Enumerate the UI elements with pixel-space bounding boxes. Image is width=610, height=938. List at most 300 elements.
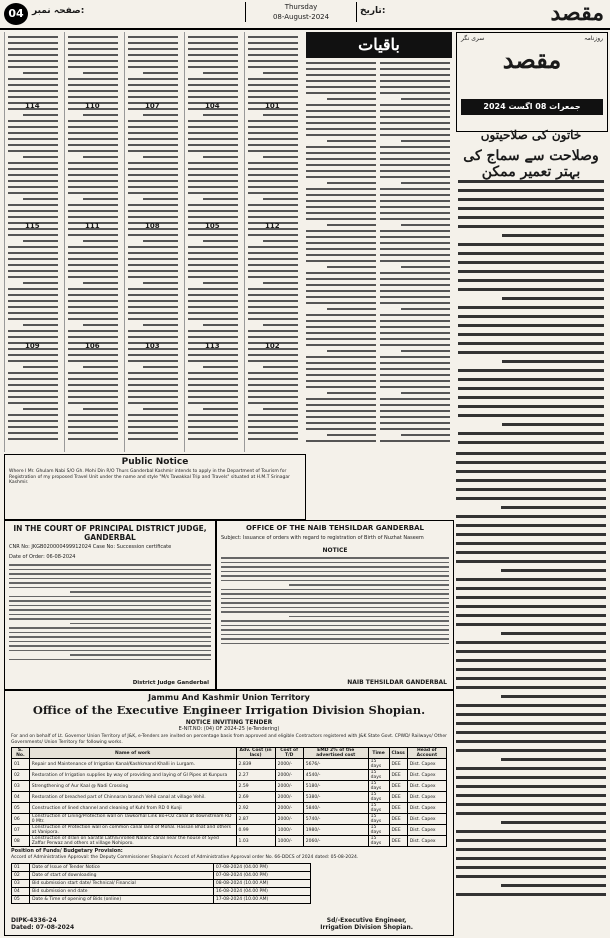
text-line xyxy=(128,216,178,218)
schedule-cell: 04 xyxy=(12,887,30,895)
table-cell: 15 days xyxy=(368,814,389,825)
text-line xyxy=(68,234,118,236)
text-line xyxy=(188,96,238,98)
text-line xyxy=(306,320,376,322)
text-line xyxy=(128,312,178,314)
editorial-body-continued xyxy=(456,452,606,902)
article-number: 101 xyxy=(265,102,280,110)
text-line xyxy=(306,260,376,262)
public-notice xyxy=(4,454,306,520)
text-line xyxy=(248,204,298,206)
text-line xyxy=(501,758,606,761)
text-line xyxy=(68,150,118,152)
text-line xyxy=(128,384,178,386)
text-line xyxy=(128,90,178,92)
text-line xyxy=(188,84,238,86)
text-line xyxy=(248,60,298,62)
text-line xyxy=(128,288,178,290)
page-number-label: صفحہ نمبر: xyxy=(32,6,85,16)
text-line xyxy=(248,180,298,182)
text-line xyxy=(248,84,298,86)
text-line xyxy=(380,272,450,274)
table-cell: 15 days xyxy=(368,781,389,792)
tehsildar-signature: NAIB TEHSILDAR GANDERBAL xyxy=(347,679,447,686)
text-line xyxy=(248,162,298,164)
text-line xyxy=(380,338,450,340)
text-line xyxy=(380,368,450,370)
text-line xyxy=(68,138,118,140)
schedule-cell: 16-08-2024 (04.00 PM) xyxy=(213,887,310,895)
text-line xyxy=(68,258,118,260)
tender-signature xyxy=(320,917,413,931)
text-line xyxy=(306,86,376,88)
text-line xyxy=(188,336,238,338)
text-line xyxy=(306,236,376,238)
table-cell: 5840/- xyxy=(303,803,368,814)
tender-intro: For and on behalf of Lt. Governor Union Territory of J&K, e-Tenders are invited on percentage basis from approved and eligible Contractors registered with J&K State Govt. CPWD/ Railways/ Other Governments/ Union Territory for following works. xyxy=(11,734,447,745)
text-line xyxy=(8,390,58,392)
text-line xyxy=(8,66,58,68)
text-line xyxy=(188,252,238,254)
tender-office: Office of the Executive Engineer Irrigation Division Shopian. xyxy=(32,703,426,717)
text-line xyxy=(9,605,211,607)
text-line xyxy=(456,767,606,770)
text-line xyxy=(143,408,178,410)
masthead-name: مقصد xyxy=(502,45,562,74)
text-line xyxy=(248,414,298,416)
text-line xyxy=(221,580,449,582)
text-line xyxy=(458,225,604,228)
table-cell: 2.87 xyxy=(236,814,275,825)
text-line xyxy=(8,318,58,320)
public-notice-text: Where I Mr. Ghulam Nabi S/O Gh. Mohi Din R/O Thurs Ganderbal Kashmir intends to apply in the Department of Tourism for Registration of my proposed Travel Unit under the name and style "M/s Tawakkal Trip and Travels" situated at H.M.T Srinagar Kashmir. xyxy=(9,469,290,485)
text-line xyxy=(306,200,376,202)
text-line xyxy=(8,384,58,386)
text-line xyxy=(9,645,211,647)
text-line xyxy=(456,551,606,554)
text-line xyxy=(327,224,376,226)
text-line xyxy=(68,276,118,278)
text-line xyxy=(203,324,238,326)
table-cell: 5740/- xyxy=(303,814,368,825)
text-line xyxy=(68,288,118,290)
text-line xyxy=(501,506,606,509)
date-label: تاریخ: xyxy=(360,6,386,16)
table-header: Time xyxy=(368,748,389,759)
text-line xyxy=(188,276,238,278)
text-line xyxy=(128,150,178,152)
text-line xyxy=(248,390,298,392)
text-line xyxy=(128,180,178,182)
text-line xyxy=(9,573,211,575)
text-line xyxy=(221,629,449,631)
baqiyat-column-2 xyxy=(380,62,450,452)
table-cell: DEE xyxy=(389,759,407,770)
tender-schedule-table xyxy=(11,863,311,904)
text-line xyxy=(9,632,211,634)
text-line xyxy=(456,704,606,707)
text-line xyxy=(128,354,178,356)
text-line xyxy=(188,180,238,182)
text-line xyxy=(128,402,178,404)
table-cell: 0.99 xyxy=(236,825,275,836)
text-line xyxy=(380,296,450,298)
text-line xyxy=(306,212,376,214)
text-line xyxy=(458,378,604,381)
tender-sign-line1: Sd/-Executive Engineer, xyxy=(326,917,407,924)
court-order-date: Date of Order: 06-08-2024 xyxy=(9,554,76,560)
text-line xyxy=(458,387,604,390)
text-line xyxy=(456,560,606,563)
text-line xyxy=(9,578,211,580)
text-line xyxy=(188,264,238,266)
table-header: Name of work xyxy=(29,748,236,759)
text-line xyxy=(306,344,376,346)
text-line xyxy=(306,338,376,340)
text-line xyxy=(456,740,606,743)
text-line xyxy=(458,324,604,327)
text-line xyxy=(380,212,450,214)
court-notice xyxy=(4,520,216,690)
table-cell: Construction of drain on Sarafal Lath/Enrolled Nalanc canal near the house of Syed Zaffar Perwaz and others at village Nohiporo. xyxy=(29,836,236,847)
table-cell: 05 xyxy=(12,803,30,814)
text-line xyxy=(68,360,118,362)
text-line xyxy=(9,636,211,638)
text-line xyxy=(380,74,450,76)
text-line xyxy=(221,571,449,573)
text-line xyxy=(68,432,118,434)
text-line xyxy=(306,278,376,280)
text-line xyxy=(68,186,118,188)
text-line xyxy=(128,174,178,176)
text-line xyxy=(306,104,376,106)
text-line xyxy=(306,374,376,376)
tender-territory: Jammu And Kashmir Union Territory xyxy=(148,693,310,702)
text-line xyxy=(203,114,238,116)
text-line xyxy=(188,318,238,320)
table-cell: Dist. Capex xyxy=(407,836,446,847)
text-line xyxy=(456,596,606,599)
text-line xyxy=(456,623,606,626)
text-line xyxy=(128,426,178,428)
text-line xyxy=(306,188,376,190)
text-line xyxy=(456,839,606,842)
text-line xyxy=(456,677,606,680)
table-header: Adv. Cost (in lacs) xyxy=(236,748,275,759)
text-line xyxy=(188,300,238,302)
text-line xyxy=(8,330,58,332)
text-line xyxy=(8,132,58,134)
text-line xyxy=(306,284,376,286)
masthead-city: سری نگر xyxy=(461,35,485,42)
text-line xyxy=(128,318,178,320)
text-line xyxy=(306,230,376,232)
text-line xyxy=(380,374,450,376)
table-row xyxy=(12,825,447,836)
table-cell: 2000/- xyxy=(275,814,303,825)
text-line xyxy=(8,144,58,146)
text-line xyxy=(306,122,376,124)
text-line xyxy=(248,288,298,290)
schedule-cell: 03 xyxy=(12,879,30,887)
tender-sign-line2: Irrigation Division Shopian. xyxy=(320,924,413,931)
text-line xyxy=(68,126,118,128)
text-line xyxy=(306,164,376,166)
text-line xyxy=(23,72,58,74)
text-line xyxy=(221,625,449,627)
text-line xyxy=(143,72,178,74)
text-line xyxy=(8,276,58,278)
text-line xyxy=(9,582,211,584)
text-line xyxy=(306,80,376,82)
text-line xyxy=(188,54,238,56)
text-line xyxy=(456,641,606,644)
text-line xyxy=(23,282,58,284)
text-line xyxy=(248,384,298,386)
text-line xyxy=(456,713,606,716)
table-cell: 2000/- xyxy=(275,759,303,770)
text-line xyxy=(306,290,376,292)
text-line xyxy=(306,176,376,178)
masthead xyxy=(456,32,608,132)
table-cell: 06 xyxy=(12,814,30,825)
text-line xyxy=(128,336,178,338)
text-line xyxy=(188,414,238,416)
news-column xyxy=(64,32,121,452)
text-line xyxy=(68,252,118,254)
text-line xyxy=(456,668,606,671)
article-number: 106 xyxy=(85,342,100,350)
text-line xyxy=(203,72,238,74)
table-cell: 15 days xyxy=(368,825,389,836)
text-line xyxy=(188,66,238,68)
table-cell: Dist. Capex xyxy=(407,814,446,825)
article-number: 112 xyxy=(265,222,280,230)
text-line xyxy=(306,416,376,418)
text-line xyxy=(23,156,58,158)
text-line xyxy=(456,848,606,851)
text-line xyxy=(8,210,58,212)
text-line xyxy=(128,138,178,140)
text-line xyxy=(188,258,238,260)
text-line xyxy=(306,194,376,196)
page-header xyxy=(0,0,610,30)
text-line xyxy=(380,326,450,328)
text-line xyxy=(456,803,606,806)
text-line xyxy=(401,350,450,352)
text-line xyxy=(221,602,449,604)
text-line xyxy=(380,314,450,316)
article-number: 107 xyxy=(145,102,160,110)
text-line xyxy=(248,186,298,188)
text-line xyxy=(306,368,376,370)
text-line xyxy=(501,884,606,887)
text-line xyxy=(501,821,606,824)
table-cell: DEE xyxy=(389,803,407,814)
schedule-cell: 08-08-2024 (10.00 AM) xyxy=(213,879,310,887)
table-header: Class xyxy=(389,748,407,759)
text-line xyxy=(248,372,298,374)
text-line xyxy=(248,192,298,194)
text-line xyxy=(248,258,298,260)
text-line xyxy=(221,589,449,591)
table-cell: Dist. Capex xyxy=(407,781,446,792)
text-line xyxy=(188,330,238,332)
table-cell: Restoration of breached part of Chinnaran branch Vehil canal at village Vehil. xyxy=(29,792,236,803)
article-number: 111 xyxy=(85,222,100,230)
schedule-cell: Bid submission start date/ Technical/ Financial xyxy=(30,879,214,887)
schedule-cell: Date of Issue of Tender Notice xyxy=(30,863,214,871)
text-line xyxy=(68,210,118,212)
text-line xyxy=(248,132,298,134)
text-line xyxy=(248,378,298,380)
text-line xyxy=(502,297,604,300)
table-row xyxy=(12,792,447,803)
tender-works-table xyxy=(11,747,447,847)
text-line xyxy=(221,593,449,595)
text-line xyxy=(380,428,450,430)
text-line xyxy=(128,360,178,362)
table-cell: 07 xyxy=(12,825,30,836)
text-line xyxy=(456,524,606,527)
text-line xyxy=(128,396,178,398)
text-line xyxy=(263,156,298,158)
text-line xyxy=(9,600,211,602)
text-line xyxy=(380,248,450,250)
text-line xyxy=(327,98,376,100)
text-line xyxy=(128,144,178,146)
table-cell: Construction of Protection wall on common canal land of Mohal. Hassan Bhat and others at Vanipora. xyxy=(29,825,236,836)
text-line xyxy=(68,306,118,308)
table-cell: Dist. Capex xyxy=(407,759,446,770)
text-line xyxy=(70,591,211,593)
news-column xyxy=(184,32,241,452)
text-line xyxy=(380,128,450,130)
text-line xyxy=(327,434,376,436)
text-line xyxy=(8,96,58,98)
text-line xyxy=(248,354,298,356)
text-line xyxy=(188,378,238,380)
text-line xyxy=(248,150,298,152)
text-line xyxy=(68,36,118,38)
text-line xyxy=(8,246,58,248)
text-line xyxy=(188,390,238,392)
text-line xyxy=(68,390,118,392)
text-line xyxy=(502,234,604,237)
text-line xyxy=(8,396,58,398)
text-line xyxy=(380,386,450,388)
table-header: EMD 2% of the advertised cost xyxy=(303,748,368,759)
text-line xyxy=(456,659,606,662)
table-cell: 1000/- xyxy=(275,836,303,847)
text-line xyxy=(8,204,58,206)
article-number: 113 xyxy=(205,342,220,350)
text-line xyxy=(380,422,450,424)
text-line xyxy=(248,234,298,236)
text-line xyxy=(68,48,118,50)
text-line xyxy=(306,152,376,154)
text-line xyxy=(188,312,238,314)
text-line xyxy=(456,470,606,473)
text-line xyxy=(306,314,376,316)
schedule-cell: Date & Time of opening of Bids (online) xyxy=(30,895,214,903)
text-line xyxy=(221,620,449,622)
text-line xyxy=(248,432,298,434)
table-cell: 03 xyxy=(12,781,30,792)
text-line xyxy=(23,324,58,326)
court-notice-body xyxy=(5,562,215,665)
text-line xyxy=(306,158,376,160)
table-cell: 2000/- xyxy=(275,770,303,781)
text-line xyxy=(188,42,238,44)
table-cell: DEE xyxy=(389,770,407,781)
text-line xyxy=(401,98,450,100)
text-line xyxy=(128,36,178,38)
text-columns xyxy=(4,32,302,452)
text-line xyxy=(380,230,450,232)
text-line xyxy=(221,557,449,559)
text-line xyxy=(83,282,118,284)
text-line xyxy=(306,206,376,208)
text-line xyxy=(456,830,606,833)
text-line xyxy=(143,282,178,284)
table-row xyxy=(12,781,447,792)
text-line xyxy=(380,92,450,94)
text-line xyxy=(203,198,238,200)
text-line xyxy=(458,243,604,246)
text-line xyxy=(456,812,606,815)
table-row xyxy=(12,803,447,814)
text-line xyxy=(68,42,118,44)
text-line xyxy=(458,189,604,192)
text-line xyxy=(380,416,450,418)
table-cell: 2000/- xyxy=(275,803,303,814)
text-line xyxy=(68,174,118,176)
text-line xyxy=(248,48,298,50)
text-line xyxy=(188,372,238,374)
table-header: Head of Account xyxy=(407,748,446,759)
text-line xyxy=(263,240,298,242)
text-line xyxy=(188,210,238,212)
text-line xyxy=(188,90,238,92)
table-cell: 2.92 xyxy=(236,803,275,814)
schedule-row xyxy=(12,879,311,887)
text-line xyxy=(248,210,298,212)
text-line xyxy=(128,378,178,380)
text-line xyxy=(9,596,211,598)
table-cell: 15 days xyxy=(368,836,389,847)
text-line xyxy=(327,308,376,310)
text-line xyxy=(9,564,211,566)
text-line xyxy=(8,78,58,80)
text-line xyxy=(83,366,118,368)
table-row xyxy=(12,759,447,770)
table-cell: 2060/- xyxy=(303,836,368,847)
text-line xyxy=(9,569,211,571)
text-line xyxy=(68,204,118,206)
text-line xyxy=(221,611,449,613)
text-line xyxy=(128,246,178,248)
schedule-cell: 01 xyxy=(12,863,30,871)
text-line xyxy=(306,356,376,358)
text-line xyxy=(380,158,450,160)
text-line xyxy=(8,138,58,140)
text-line xyxy=(68,420,118,422)
text-line xyxy=(188,354,238,356)
text-line xyxy=(68,318,118,320)
text-line xyxy=(68,426,118,428)
text-line xyxy=(128,96,178,98)
